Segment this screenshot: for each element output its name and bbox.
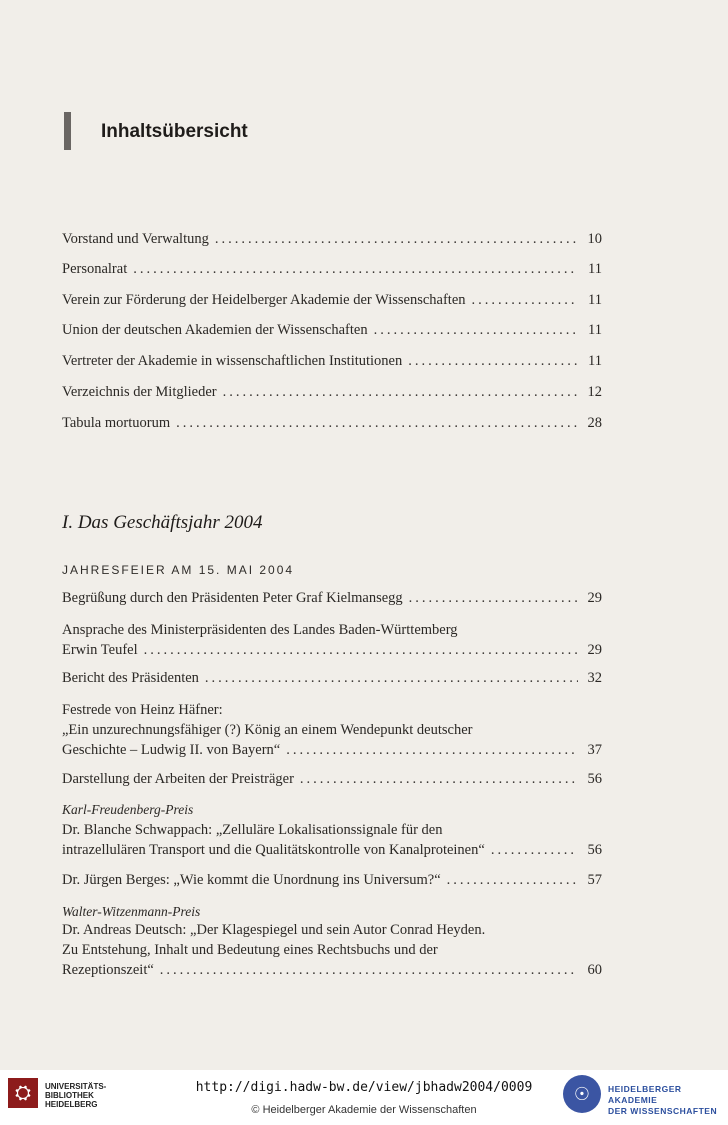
toc-entry-page: 56 bbox=[587, 771, 602, 787]
page-title: Inhaltsübersicht bbox=[101, 121, 248, 142]
leader-dots bbox=[408, 351, 578, 371]
toc-entry[interactable] bbox=[62, 820, 602, 860]
toc-entry-line: Dr. Blanche Schwappach: „Zelluläre Lokalisationssignale für den bbox=[62, 822, 443, 838]
leader-dots bbox=[144, 640, 578, 660]
toc-entry-title: intrazellulären Transport und die Qualitätskontrolle von Kanalproteinen“ bbox=[62, 842, 485, 858]
toc-entry-title: Vertreter der Akademie in wissenschaftlichen Institutionen bbox=[62, 353, 403, 369]
toc-entry-page: 11 bbox=[588, 292, 602, 308]
leader-dots bbox=[223, 382, 578, 402]
toc-entry[interactable] bbox=[62, 320, 602, 340]
toc-entry-title: Vorstand und Verwaltung bbox=[62, 231, 209, 247]
university-library-logo-icon: ⛭ bbox=[8, 1078, 38, 1108]
university-library-logo-text: UNIVERSITÄTS- BIBLIOTHEK HEIDELBERG bbox=[45, 1082, 107, 1109]
toc-entry-title: Geschichte – Ludwig II. von Bayern“ bbox=[62, 742, 281, 758]
toc-entry-page: 29 bbox=[587, 590, 602, 606]
toc-entry-page: 11 bbox=[588, 353, 602, 369]
toc-entry-page: 29 bbox=[587, 642, 602, 658]
toc-entry-line: „Ein unzurechnungsfähiger (?) König an einem Wendepunkt deutscher bbox=[62, 722, 473, 738]
toc-entry[interactable] bbox=[62, 259, 602, 279]
prize-label: Walter-Witzenmann-Preis bbox=[62, 904, 201, 919]
leader-dots bbox=[176, 413, 578, 433]
toc-entry-line: Ansprache des Ministerpräsidenten des Landes Baden-Württemberg bbox=[62, 622, 458, 638]
footer-bar bbox=[0, 1070, 728, 1125]
leader-dots bbox=[133, 259, 578, 279]
toc-entry-page: 12 bbox=[587, 384, 602, 400]
section-title: I. Das Geschäftsjahr 2004 bbox=[62, 512, 263, 533]
toc-entry[interactable] bbox=[62, 413, 602, 433]
toc-entry-line: Festrede von Heinz Häfner: bbox=[62, 702, 223, 718]
toc-entry-title: Union der deutschen Akademien der Wissenschaften bbox=[62, 322, 368, 338]
leader-dots bbox=[472, 290, 578, 310]
toc-entry-page: 11 bbox=[588, 261, 602, 277]
header-accent-bar bbox=[64, 112, 71, 150]
toc-entry-title: Erwin Teufel bbox=[62, 642, 138, 658]
toc-entry-page: 10 bbox=[587, 231, 602, 247]
leader-dots bbox=[300, 769, 578, 789]
toc-entry[interactable] bbox=[62, 668, 602, 688]
leader-dots bbox=[215, 229, 578, 249]
toc-entry-title: Bericht des Präsidenten bbox=[62, 670, 199, 686]
toc-entry-title: Verzeichnis der Mitglieder bbox=[62, 384, 217, 400]
leader-dots bbox=[286, 740, 578, 760]
leader-dots bbox=[374, 320, 578, 340]
toc-entry[interactable] bbox=[62, 351, 602, 371]
toc-entry-title: Personalrat bbox=[62, 261, 128, 277]
leader-dots bbox=[160, 960, 578, 980]
toc-entry[interactable] bbox=[62, 769, 602, 789]
toc-entry[interactable] bbox=[62, 920, 602, 980]
leader-dots bbox=[409, 588, 578, 608]
toc-entry-title: Verein zur Förderung der Heidelberger Akademie der Wissenschaften bbox=[62, 292, 466, 308]
toc-entry[interactable] bbox=[62, 620, 602, 660]
toc-entry-title: Dr. Jürgen Berges: „Wie kommt die Unordnung ins Universum?“ bbox=[62, 872, 441, 888]
toc-entry-page: 32 bbox=[587, 670, 602, 686]
toc-entry-title: Tabula mortuorum bbox=[62, 415, 171, 431]
toc-entry-line: Zu Entstehung, Inhalt und Bedeutung eines Rechtsbuchs und der bbox=[62, 942, 438, 958]
toc-entry-page: 60 bbox=[587, 962, 602, 978]
toc-entry[interactable] bbox=[62, 588, 602, 608]
toc-entry-page: 11 bbox=[588, 322, 602, 338]
source-url-link[interactable]: http://digi.hadw-bw.de/view/jbhadw2004/0009 bbox=[195, 1080, 533, 1095]
copyright-text: © Heidelberger Akademie der Wissenschaften bbox=[251, 1104, 477, 1116]
toc-entry-title: Darstellung der Arbeiten der Preisträger bbox=[62, 771, 294, 787]
leader-dots bbox=[491, 840, 578, 860]
toc-entry[interactable] bbox=[62, 870, 602, 890]
leader-dots bbox=[205, 668, 578, 688]
leader-dots bbox=[447, 870, 578, 890]
toc-entry[interactable] bbox=[62, 229, 602, 249]
toc-entry-page: 56 bbox=[587, 842, 602, 858]
toc-entry-page: 57 bbox=[587, 872, 602, 888]
toc-entry[interactable] bbox=[62, 700, 602, 760]
toc-entry-page: 37 bbox=[587, 742, 602, 758]
academy-logo-text: HEIDELBERGER AKADEMIE DER WISSENSCHAFTEN bbox=[608, 1084, 718, 1116]
toc-entry[interactable] bbox=[62, 290, 602, 310]
academy-seal-icon: ☉ bbox=[563, 1075, 601, 1113]
toc-entry[interactable] bbox=[62, 382, 602, 402]
prize-label: Karl-Freudenberg-Preis bbox=[62, 802, 194, 817]
toc-entry-title: Rezeptionszeit“ bbox=[62, 962, 154, 978]
toc-entry-line: Dr. Andreas Deutsch: „Der Klagespiegel und sein Autor Conrad Heyden. bbox=[62, 922, 486, 938]
toc-entry-page: 28 bbox=[587, 415, 602, 431]
section-subheading: JAHRESFEIER AM 15. MAI 2004 bbox=[62, 563, 295, 577]
toc-entry-title: Begrüßung durch den Präsidenten Peter Graf Kielmansegg bbox=[62, 590, 403, 606]
